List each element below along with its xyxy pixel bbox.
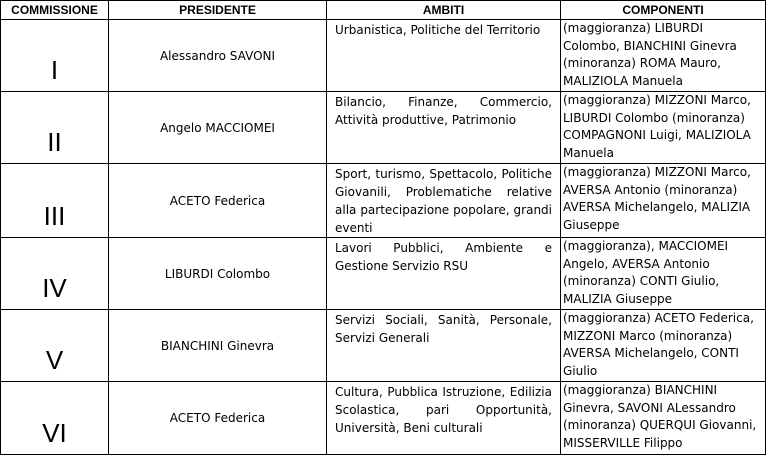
header-ambiti: AMBITI	[327, 1, 561, 20]
commissione-number: III	[1, 164, 109, 238]
commissione-number: V	[1, 310, 109, 382]
ambiti-cell: Bilancio, Finanze, Commercio, Attività produttive, Patrimonio	[327, 92, 561, 164]
presidente-cell: Angelo MACCIOMEI	[109, 92, 327, 164]
presidente-cell: BIANCHINI Ginevra	[109, 310, 327, 382]
header-presidente: PRESIDENTE	[109, 1, 327, 20]
ambiti-cell: Cultura, Pubblica Istruzione, Edilizia Scolastica, pari Opportunità, Università, Beni culturali	[327, 382, 561, 455]
componenti-cell: (maggioranza) ACETO Federica, MIZZONI Marco (minoranza) AVERSA Michelangelo, CONTI Giulio	[561, 310, 766, 382]
commissione-number: II	[1, 92, 109, 164]
ambiti-cell: Sport, turismo, Spettacolo, Politiche Giovanili, Problematiche relative alla partecipazione popolare, grandi eventi	[327, 164, 561, 238]
table-row	[1, 92, 766, 164]
table-row	[1, 238, 766, 310]
componenti-cell: (maggioranza) MIZZONI Marco, AVERSA Antonio (minoranza) AVERSA Michelangelo, MALIZIA Giuseppe	[561, 164, 766, 238]
presidente-cell: ACETO Federica	[109, 382, 327, 455]
table-body	[1, 20, 766, 455]
presidente-cell: Alessandro SAVONI	[109, 20, 327, 92]
componenti-cell: (maggioranza), MACCIOMEI Angelo, AVERSA Antonio (minoranza) CONTI Giulio, MALIZIA Giuseppe	[561, 238, 766, 310]
presidente-cell: ACETO Federica	[109, 164, 327, 238]
ambiti-cell: Servizi Sociali, Sanità, Personale, Servizi Generali	[327, 310, 561, 382]
commissione-number: VI	[1, 382, 109, 455]
table-row	[1, 310, 766, 382]
table-row	[1, 164, 766, 238]
commissione-number: I	[1, 20, 109, 92]
componenti-cell: (maggioranza) LIBURDI Colombo, BIANCHINI Ginevra (minoranza) ROMA Mauro, MALIZIOLA Manuela	[561, 20, 766, 92]
ambiti-cell: Lavori Pubblici, Ambiente e Gestione Servizio RSU	[327, 238, 561, 310]
componenti-cell: (maggioranza) MIZZONI Marco, LIBURDI Colombo (minoranza) COMPAGNONI Luigi, MALIZIOLA Manuela	[561, 92, 766, 164]
ambiti-cell: Urbanistica, Politiche del Territorio	[327, 20, 561, 92]
header-commissione: COMMISSIONE	[1, 1, 109, 20]
table-row	[1, 382, 766, 455]
commissione-number: IV	[1, 238, 109, 310]
table-header	[1, 1, 766, 20]
componenti-cell: (maggioranza) BIANCHINI Ginevra, SAVONI ALessandro (minoranza) QUERQUI Giovanni, MISSERVILLE Filippo	[561, 382, 766, 455]
header-componenti: COMPONENTI	[561, 1, 766, 20]
header-row	[1, 1, 766, 20]
presidente-cell: LIBURDI Colombo	[109, 238, 327, 310]
table-row	[1, 20, 766, 92]
